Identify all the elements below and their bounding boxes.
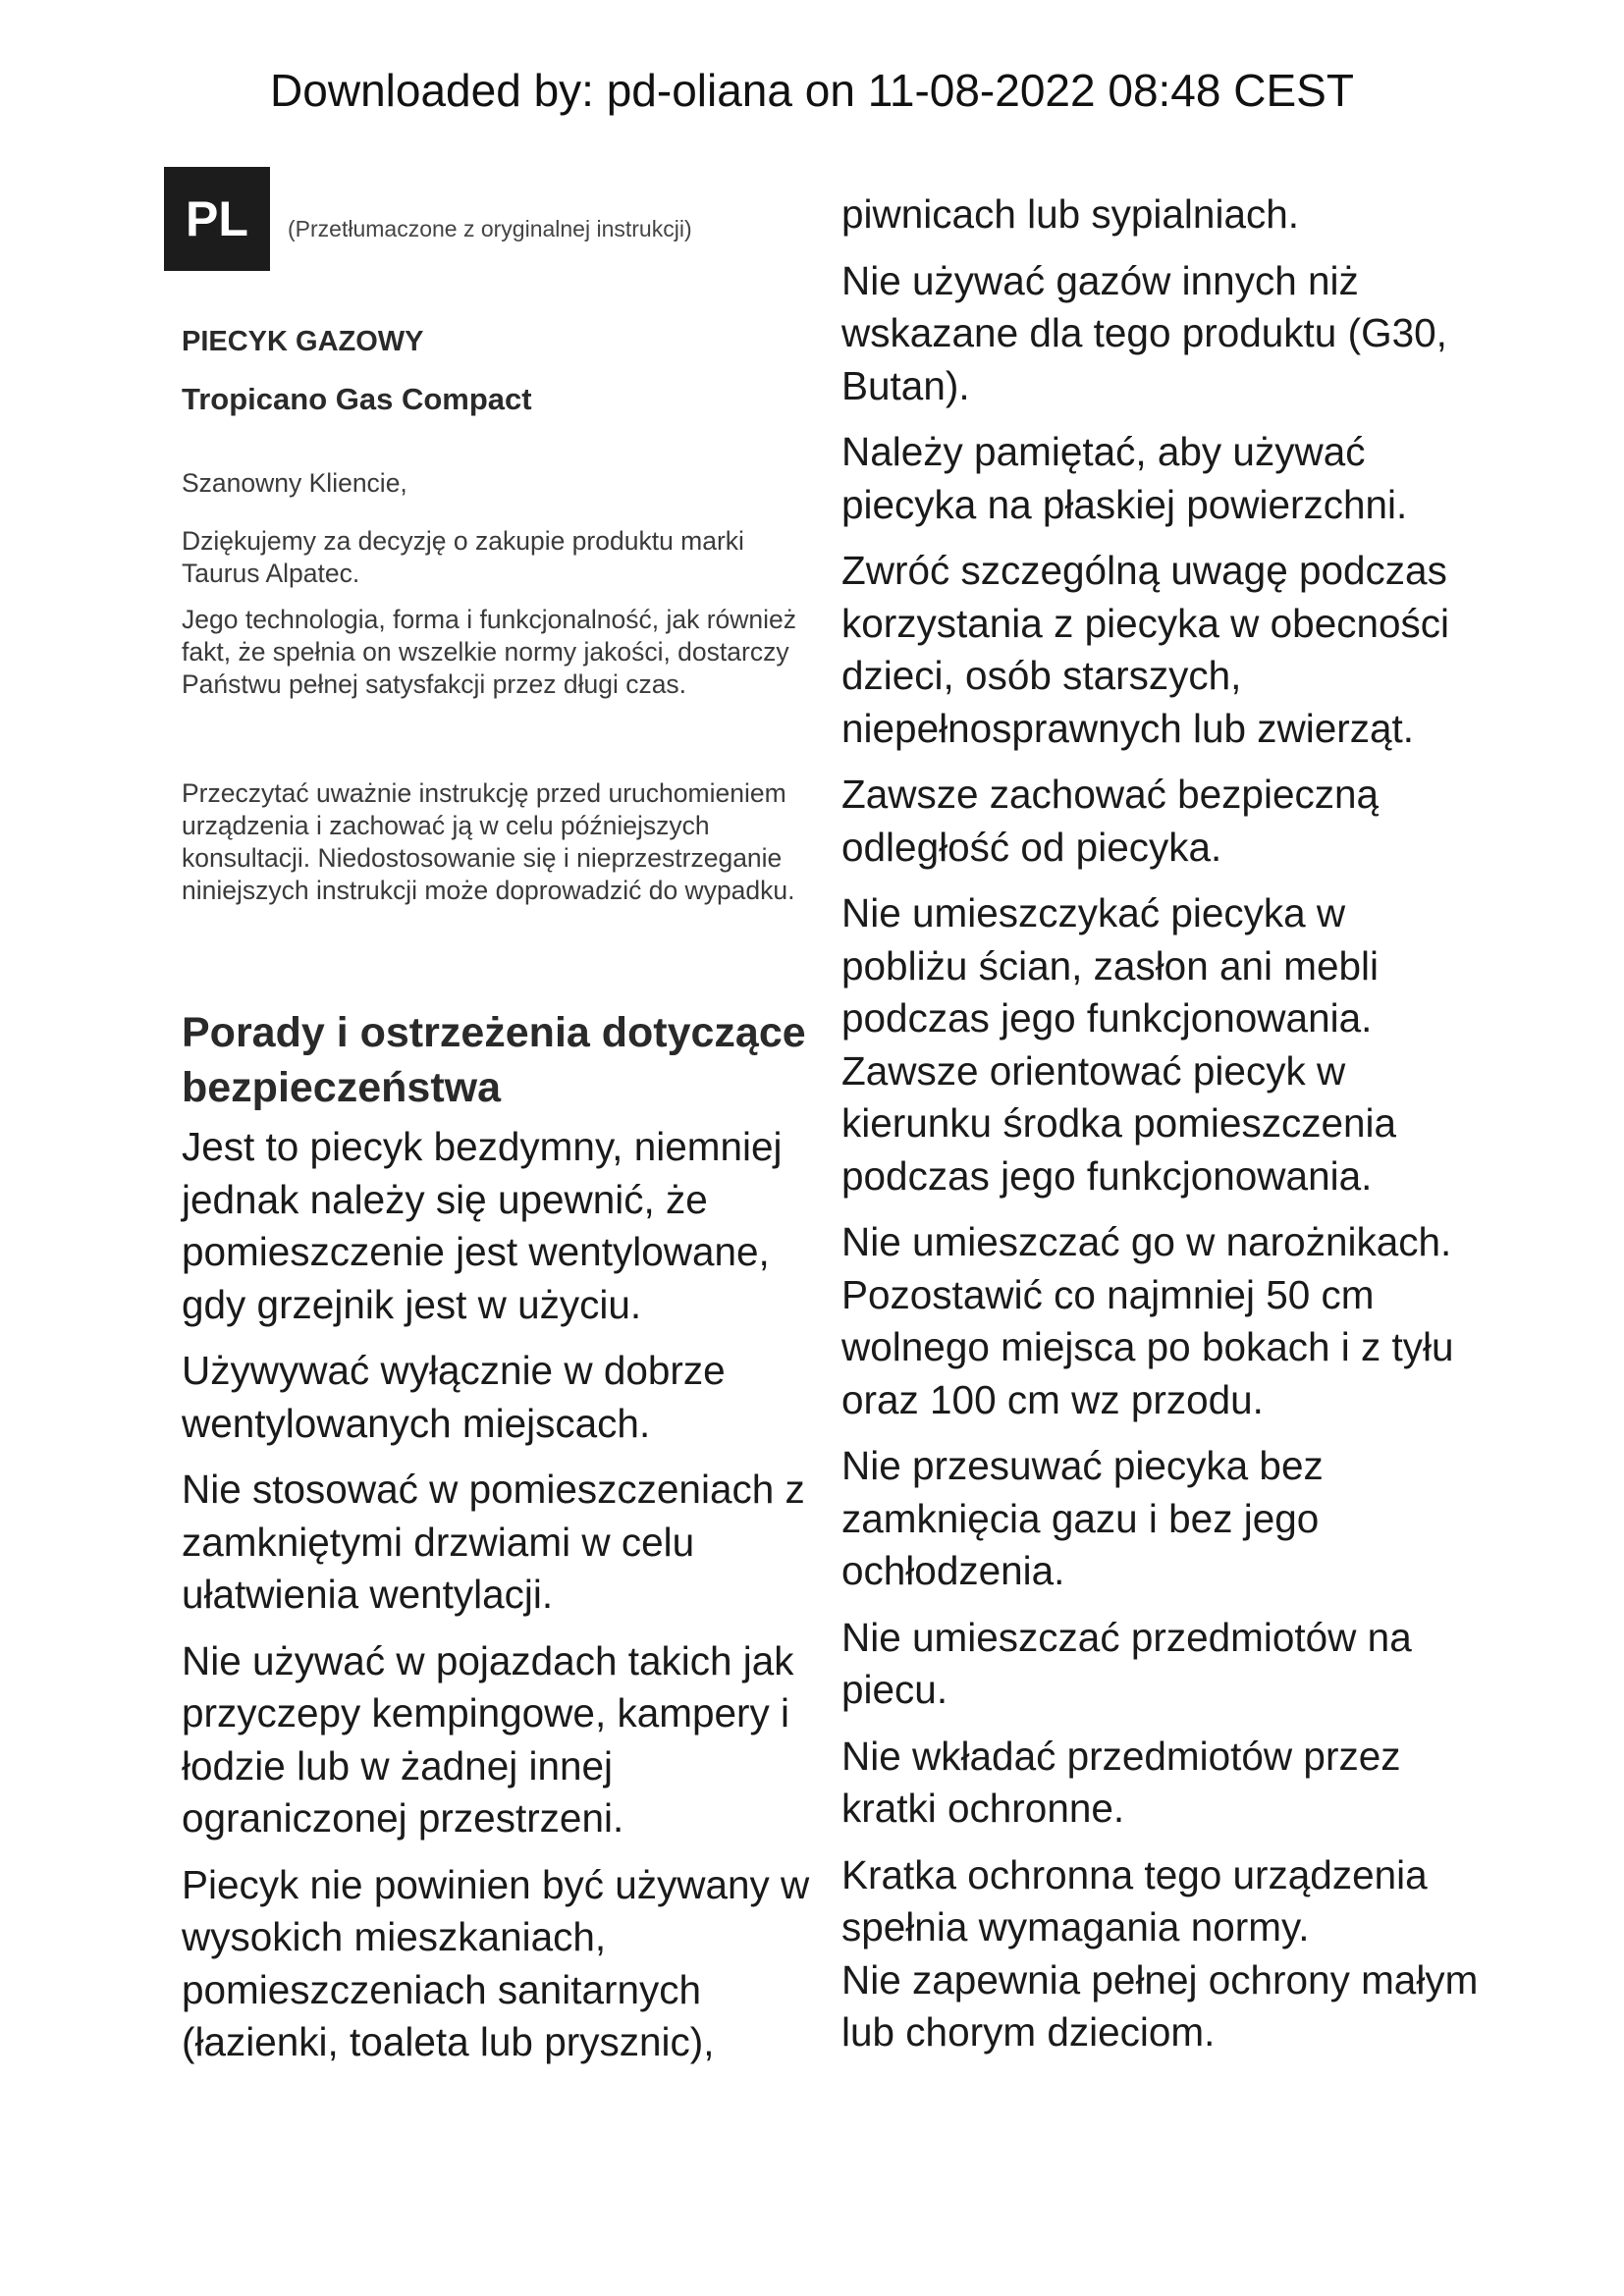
safety-paragraph: Nie wkładać przedmiotów przez kratki ochronne. [841,1733,1401,1831]
safety-paragraph: Zwróć szczególną uwagę podczas korzystania z piecyka w obecności dzieci, osób starszych, niepełnosprawnych lub zwierząt. [841,548,1450,751]
safety-paragraph: Nie umieszczykać piecyka w pobliżu ścian, zasłon ani mebli podczas jego funkcjonowania. [841,890,1380,1041]
product-name: Tropicano Gas Compact [182,382,532,416]
safety-paragraph: Jest to piecyk bezdymny, niemniej jednak należy się upewnić, że pomieszczenie jest wentylowane, gdy grzejnik jest w użyciu. [182,1124,783,1327]
safety-paragraph: Nie umieszczać go w narożnikach. Pozostawić co najmniej 50 cm wolnego miejsca po bokach i z tyłu oraz 100 cm wz przodu. [841,1219,1454,1422]
left-column [182,324,810,2083]
safety-paragraph: Zawsze orientować piecyk w kierunku środka pomieszczenia podczas jego funkcjonowania. [841,1047,1397,1199]
translation-note: (Przetłumaczone z oryginalnej instrukcji) [288,216,692,241]
safety-paragraph: Używywać wyłącznie w dobrze wentylowanych miejscach. [182,1348,726,1446]
thanks-paragraph: Dziękujemy za decyzję o zakupie produktu marki Taurus Alpatec. [182,526,744,588]
safety-paragraph: piwnicach lub sypialniach. [841,191,1300,237]
safety-paragraph: Nie używać gazów innych niż wskazane dla tego produktu (G30, Butan). [841,257,1447,408]
safety-paragraph: Nie używać w pojazdach takich jak przyczepy kempingowe, kampery i łodzie lub w żadnej innej ograniczonej przestrzeni. [182,1637,794,1841]
right-column [841,188,1480,2073]
greeting: Szanowny Kliencie, [182,468,407,498]
read-instructions-warning: Przeczytać uważnie instrukcję przed uruchomieniem urządzenia i zachować ją w celu późniejszych konsultacji. Niedostosowanie się i nieprzestrzeganie niniejszych instrukcji może doprowadzić do wypadku. [182,778,795,905]
technology-paragraph: Jego technologia, forma i funkcjonalność, jak również fakt, że spełnia on wszelkie normy jakości, dostarczy Państwu pełnej satysfakcji przez długi czas. [182,605,797,699]
safety-paragraph: Nie przesuwać piecyka bez zamknięcia gazu i bez jego ochłodzenia. [841,1443,1324,1593]
safety-paragraph: Nie umieszczać przedmiotów na piecu. [841,1614,1412,1712]
download-info: Downloaded by: pd-oliana on 11-08-2022 08:48 CEST [270,65,1354,116]
safety-paragraph: Zawsze zachować bezpieczną odległość od piecyka. [841,772,1380,870]
safety-paragraph: Nie stosować w pomieszczeniach z zamkniętymi drzwiami w celu ułatwienia wentylacji. [182,1467,805,1617]
safety-paragraph: Należy pamiętać, aby używać piecyka na płaskiej powierzchni. [841,429,1408,527]
product-type: PIECYK GAZOWY [182,326,424,357]
safety-paragraph: Kratka ochronna tego urządzenia spełnia wymagania normy. [841,1851,1428,1949]
language-badge: PL [164,167,270,271]
safety-section-title: Porady i ostrzeżenia dotyczące bezpieczeństwa [182,1009,806,1111]
safety-paragraph: Piecyk nie powinien być używany w wysokich mieszkaniach, pomieszczeniach sanitarnych (łazienki, toaleta lub prysznic), [182,1861,810,2064]
safety-paragraph: Nie zapewnia pełnej ochrony małym lub chorym dzieciom. [841,1956,1479,2055]
